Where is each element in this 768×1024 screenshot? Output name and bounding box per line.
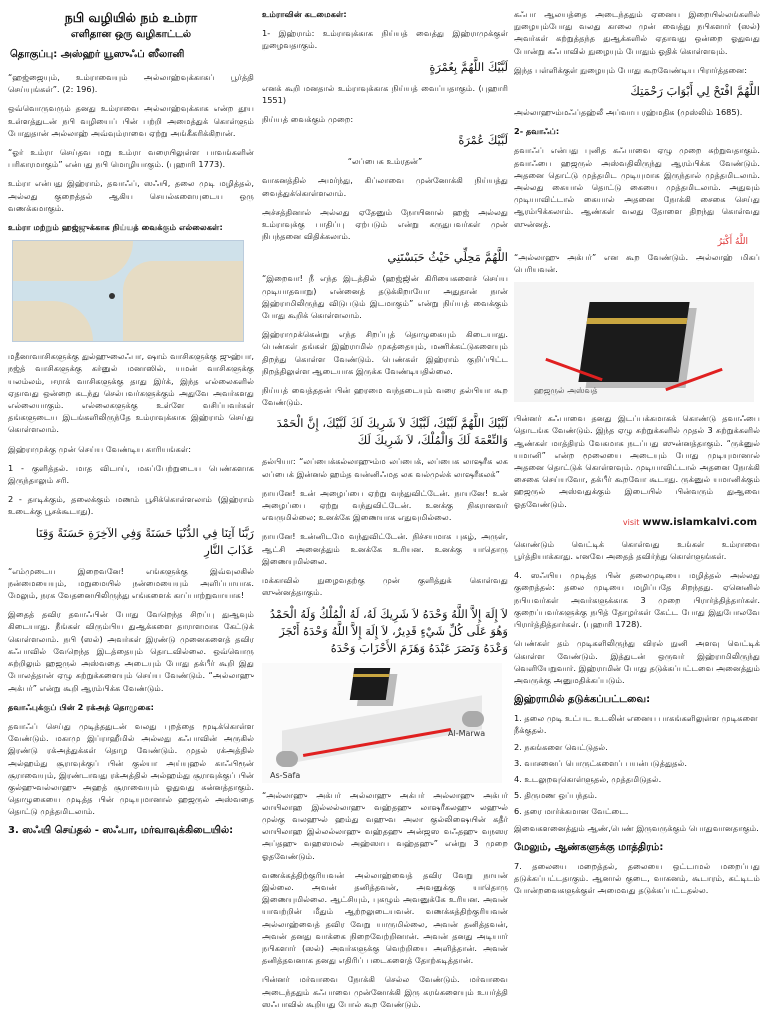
makkah-marker [109,293,115,299]
pre-ihram-item-1: 1 - குளித்தல். மாத விடாய், மகப்பேற்றுடைய பெண்களாக இருந்தாலும் சரி. [8,462,254,486]
hair-cut-note: கொண்டும் வெட்டிக் கொள்வது உங்கள் உம்ராவை பூர்த்தியாக்காது. எனவே அதைத் தவிர்ந்து கொள்ளுங்கள். [514,538,760,562]
pre-ihram-heading: இஹ்ராமுக்கு முன் செய்ய வேண்டிய காரியங்கள்: [8,443,192,454]
niyyah-label: நிய்யத் வைக்கும் முறை: [262,114,354,125]
prohibitions-heading: இஹ்ராமில் தடுக்கப்பட்டவை: [514,694,651,706]
entering-dua-transliteration: அல்லாஹும்மஃப்தஹ்லீ அப்வாப ரஹ்மதிக (முஸ்லிம் 1685). [514,107,743,118]
miqat-paragraph: மதீனாவாசிகளுக்கு துல்ஹுலைஃபா, ஷாம் வாசிகளுக்கு ஜுஹ்பா, நஜ்த் வாசிகளுக்கு கர்னுல் மனாஸில், யமன் வாசிகளுக்கு யலம்லம், ஈராக் வாசிகளுக்கு தாது இர்க், இந்த எல்லைகளில் ஏதாவது ஒன்றை கடந்து செல்பவர்களுக்கும் அதுவே அவர்களது எல்லையாகும். எல்லைகளுக்கு உள்ளே வசிப்பவர்கள் தங்களுடைய இடங்களிலிருந்தே உம்ராவுக்காக இஹ்ராம் செய்து கொள்ளலாம். [8,351,254,435]
niyyah-paragraph: எனக் கூறி மனதால் உம்ராவுக்காக நிய்யத் வைப்பதாகும். (புஹாரி 1551) [262,82,508,105]
tawaf-rounds-paragraph: பின்னர் கஃபாவை தனது இடப்பக்கமாகக் கொண்டு தவாஃபை தொடங்க வேண்டும். இந்த ஏழு சுற்றுக்களில் முதல் 3 சுற்றுக்களில் ஆண்கள் மாத்திரம் வேகமாக நடப்பது ஸுன்னத்தாகும். “ருக்னுல் யமானி” என்ற மூலையை அடையும் போது முடியுமானால் அதனை தொட்டுக் கொள்ளவும். முடியாவிட்டால் அதனை நோக்கி சைகை செய்யவோ, தக்பீர் கூறவோ கூடாது. ருக்னுல் யமானிக்கும் ஹஜருல் அஸ்வதுக்கும் இடையில் பின்வரும் துஆவை ஓதவேண்டும். [514,413,760,509]
tawaf-notes: இதைத் தவிர தவாஃபின் போது வேறெந்த சிறப்பு துஆவும் கிடையாது. நீங்கள் விரும்பிய துஆக்களை தாராளமாக கேட்டுக் கொள்ளலாம். நபி (ஸல்) அவர்கள் இரண்டு முனைகளைத் தவிர கஃபாவில் வேறெந்த இடத்தையும் தொடவில்லை. ஒவ்வொரு சுற்றிலும் ஹஜருல் அஸ்வதை அடையும் போது தக்பீர் கூறி இது போலத்தான் ஏழு சுற்றுக்களையும் செய்ய வேண்டும். “அல்லாஹு அக்பர்” என்று கூறி ஆரம்பிக்க வேண்டும். [8,609,254,693]
men-only-heading: மேலும், ஆண்களுக்கு மாத்திரம்: [514,841,664,853]
allahu-akbar-paragraph: “அல்லாஹு அக்பர்” என கூற வேண்டும். அல்லாஹ் மிகப் பெரியவன். [514,251,760,275]
safa-dhikr-transliteration: “அல்லாஹு அக்பர் அல்லாஹு அக்பர் அல்லாஹு அக்பர் லாயிலாஹ இல்லல்லாஹு வஹ்தஹு லாஷரீகலஹு லஹுல் முல்கு வலஹுல் ஹம்து வஹுவ அலா குல்லிஷையின் கதீர் லாயிலாஹ இல்லல்லாஹு வஹ்தஹு அன்ஜஸ வஃதஹு வநஸர அப்தஹு வஹஸமல் அஹ்ஸாப வஹ்தஹு” என்று 3 முறை ஓதவேண்டும். [262,789,508,861]
prohibitions-list [514,712,760,817]
pre-ihram-item-2: 2 - தாடிக்கும், தலைக்கும் மணம் பூசிக்கொள்ளலாம் (இஹ்ராம் உடைக்கு பூசக்கூடாது). [8,494,254,517]
page-subtitle: எளிதான ஒரு வழிகாட்டல் [70,29,192,40]
safa-label: As-Safa [270,770,301,780]
kaaba-icon [578,302,689,382]
page-title: நபி வழியில் நம் உம்ரா [64,10,198,25]
arabic-labbaik-umratan: لَبَّيْكَ عُمْرَةً [458,133,508,148]
two-rakat-heading: தவாஃபுக்குப் பின் 2 ரக்அத் தொழுகை: [8,701,154,712]
list-item: 3. வாசனைப் பொருட்களைப் பயன்படுத்துதல். [514,757,687,768]
talbiyah-transliteration: தல்பியா: “லப்பைக்கல்லாஹும்ம லப்பைக், லப்பைக லாஷரீக லக லப்பைக் இன்னல் ஹம்த வன்னிஃமத லக வல்முல்க் லாஷரீகலக்” [262,456,508,479]
website-url[interactable]: www.islamkalvi.com [642,516,757,528]
condition-translation: “இறைவா! நீ எந்த இடத்தில் (ஹஜ்ஜின் கிரியைகளைச் செய்ய முடியாதவாறு) என்னைத் தடுக்கிறாயோ அதுதான் நான் இஹ்ராமிலிருந்து விடுபடும் இடமாகும்” என்று நிய்யத் வைக்கும் போது கூறிக் கொள்ளலாம். [262,273,508,321]
quran-quote: “ஹஜ்ஜையும், உம்ராவையும் அல்லாஹ்வுக்காகப் பூர்த்தி செய்யுங்கள்”. (2: 196). [8,72,254,95]
list-item: 1. தலை முடி உட்பட உடலின் எனைய பாகங்களிலுள்ள முடிகளை நீக்குதல். [514,713,758,736]
marwa-label: Al-Marwa [448,728,486,738]
two-rakat-paragraph: தவாஃப் செய்து முடித்ததுடன் வலது புறத்தை மூடிக்கொள்ள வேண்டும். மகாமு இப்ராஹீமில் அல்லது கஃபாவின் அருகில் இரண்டு ரக்அத்துக்கள் தொழ வேண்டும். முதல் ரக்அத்தில் அல்ஹம்து சூராவுக்குப் பின் குல்யா அய்யுஹல் காஃபிரூன் சூராவையும், இரண்டாவது ரக்அத்தில் அல்ஹம்து சூராவுக்குப் பின் குல்ஹுவல்லாஹு அஹத் சூராவையும் ஓதுவது சுன்னத்தாகும். தொழுகையை முடித்த பின் முடியுமானால் ஹஜருல் அஸ்வதை தொட்டு முத்தமிடலாம். [8,720,254,817]
column-right [514,0,760,1024]
arabic-safa-dhikr: لاَ إِلَهَ إِلاَّ اللَّهُ وَحْدَهُ لاَ شَرِيكَ لَهُ، لَهُ الْمُلْكُ وَلَهُ الْحَمْدُ وَهُوَ عَلَى كُلِّ شَيْءٍ قَدِيرٌ، لاَ إِلَهَ إِلاَّ اللَّهُ وَحْدَهُ أَنْجَزَ وَعْدَهُ وَنَصَرَ عَبْدَهُ وَهَزَمَ الأَحْزَابَ وَحْدَهُ [269,606,508,655]
talbiyah-intro: நிய்யத் வைத்ததன் பின் ஹரமை வந்தடையும் வரை தல்பியா கூற வேண்டும். [262,385,508,408]
marwa-marker [462,711,484,727]
hadith-paragraph: “ஓர் உம்ரா செய்தவ மறு உம்ரா வரையிலுள்ள பாவங்களின் பரிகாரமாகும்” என்பது நபி மொழியாகும். (புஹாரி 1773). [8,147,254,170]
arabic-talbiyah: لَبَّيْكَ اللَّهُمَّ لَبَّيْكَ، لَبَّيْكَ لاَ شَرِيكَ لَكَ لَبَّيْكَ، إِنَّ الْحَمْدَ وَالنِّعْمَةَ لَكَ وَالْمُلْكَ، لاَ شَرِيكَ لَكَ [276,416,508,448]
shaving-paragraph: 4. ஸஃயிய முடித்த பின் தலைமுடியை மழித்தல் அல்லது குறைத்தல்: தலை முடியை மழிப்பதே சிறந்தது. ஏனெனில் நபியவர்கள் அவர்களுக்காக 3 முறை பிரார்த்தித்தார்கள். குறைப்பவர்களுக்கு நபித் தோழர்கள் கேட்ட போது இதுபோலவே பிரார்த்தித்தார்கள். (புஹாரி 1728). [514,570,760,630]
miqat-map [12,240,244,342]
map-caption: உம்ரா மற்றும் ஹஜ்ஜுக்காக நிய்யத் வைக்கும் எல்லைகள்: [8,222,223,233]
dua-translation: “எம்முடைய இறைவனே! எங்களுக்கு இவ்வுலகில் நன்மையையும், மறுமையில் நன்மையையும் அளிப்பாயாக. மேலும், நரக வேதனையிலிருந்து எங்களைக் காப்பாற்றுவாயாக! [8,565,254,601]
tawaf-heading: 2- தவாஃப்: [514,126,560,137]
ihram-item: 1- இஹ்ராம்: உம்ராவுக்காக நிய்யத் வைத்து இஹ்ராமுக்குள் நுழைவதாகும். [262,28,508,51]
labbaik-transliteration: “லப்பைக உம்ரதன்” [347,156,423,167]
marwa-paragraph: பின்னர் மர்வாவை நோக்கி செல்ல வேண்டும். மர்வாவை அடைந்ததும் கஃபாவை முன்னோக்கி இரு கரங்களையும் உயர்த்தி ஸஃபாவில் கூறியது போல் கூற வேண்டும். [262,974,508,1009]
arabic-entering-dua: اللَّهُمَّ افْتَحْ لِي أَبْوَابَ رَحْمَتِكَ [630,84,760,99]
entering-dua-label: இந்த பள்ளிக்குள் நுழையும் போது கூறவேண்டிய பிரார்த்தனை: [514,64,748,75]
website-link[interactable] [514,517,760,528]
head-cover-paragraph: 7. தலையை மறைத்தல், தலையை ஒட்டாமல் மறைப்பது தடுக்கப்பட்டதாகும். ஆனால் குடை, வாகனம், கூடாரம், கட்டிடம் போன்றவைகளுக்குள் அமைவது தடுக்கப்பட்டதல்ல. [514,860,760,896]
list-item: 2. நகங்களை வெட்டுதல். [514,741,608,752]
condition-paragraph: அச்சத்தினால் அல்லது ஏதேனும் நோயினால் ஹஜ் அல்லது உம்ராவுக்கு பாதிப்பு ஏற்படும் என்று கருதுபவர்கள் முன் நிபந்தனை விதிக்கலாம். [262,206,508,242]
map-land-east [123,261,243,341]
entering-masjid-paragraph: கஃபா ஆலயத்தை அடைந்ததும் ஏனைய இறையில்லங்களில் நுழையும்போது வலது காலை முன் வைத்து நபிகளார் (ஸல்) அவர்கள் கற்றுத்தந்த துஆக்களில் ஏதாவது ஒன்றை ஓதுவது போன்று கஃபாவில் நுழையும் போதும் ஓதிக் கொள்ளவும். [514,9,760,56]
map-land-west [13,301,93,341]
arabic-dua-rabbana: رَبَّنَا آتِنَا فِي الدُّنْيَا حَسَنَةً وَفِي الآخِرَةِ حَسَنَةً وَقِنَا عَذَابَ النَّارِ [35,525,254,557]
safa-marker [276,751,298,767]
makkah-bath-paragraph: மக்காவில் நுழைவதற்கு முன் குளித்துக் கொள்வது ஸுன்னத்தாகும். [262,575,508,598]
vehicle-paragraph: வாகனத்தில் அமர்ந்து, கிப்லாவை முன்னோக்கி நிய்யத்து வைத்துக்கொள்ளலாம். [262,175,508,198]
map-land-north [13,241,133,281]
tawaf-paragraph: தவாஃப் என்பது புனித கஃபாவை ஏழு முறை சுற்றுவதாகும். தவாஃபை ஹஜருல் அஸ்வதிலிருந்து ஆரம்பிக்க வேண்டும். அதனை தொட்டு முத்தமிட முடியுமாக இருந்தால் முத்தமிடலாம். அல்லது கையால் தொட்டு கையை முத்தமிடலாம். அதுவும் முடியாவிட்டால் கையால் அதனை நோக்கி சைகை செய்து ஆரம்பிக்கலாம். ஆண்கள் வலது தோளை திறந்து கொள்வது ஸுன்னத். [514,145,760,229]
umrah-definition: உம்ரா என்பது இஹ்ராம், தவாஃப், ஸஃயி, தலை முடி மழித்தல், அல்லது குறைத்தல் ஆகிய செயல்களையுடைய ஒரு வணக்கமாகும். [8,178,254,213]
safa-dhikr-translation: வணக்கத்திற்குரியவன் அல்லாஹ்வைத் தவிர வேறு நாயன் இல்லை. அவன் தனித்தவன், அவனுக்கு யாதொரு இணையுமில்லை. ஆட்சியும், புகழும் அவனுக்கே உரியன. அவன் யாவற்றின் மீதும் ஆற்றலுடையவன். வணக்கத்திற்குரியவன் அல்லாஹ்வைத் தவிர வேறு யாருமில்லை, அவன் தனித்தவன், அவன் தனது வாக்கை நிறைவேற்றினான். அவன் தனது அடியார் நபிகளார் (ஸல்) அவர்களுக்கு வெற்றியை அளித்தான். அவன் தனித்தவனாக தனது எதிரிப் படைகளைத் தோற்கடித்தான். [262,869,508,966]
umrah-duties-heading: உம்ராவின் கடமைகள்: [262,9,347,19]
talbiyah-translation-2: நாயனே! உன்னிடமே வந்துவிட்டேன். நிச்சயமாக புகழ், அருள், ஆட்சி அனைத்தும் உனக்கே உரியன. உனக்கு யாதொரு இணையுமில்லை. [262,531,508,566]
list-item: 6. தரை மார்க்கமான வேட்டை. [514,806,629,817]
arabic-labbaik-umrah: لَبَّيْكَ اللَّهُمَّ بِعُمْرَةٍ [429,59,508,74]
author-line: தொகுப்பு: அஸ்ஹர் யூஸுஃப் ஸீலானி [10,49,185,60]
safa-marwa-diagram [262,663,502,783]
women-hair-paragraph: பெண்கள் தம் முடிகளிலிருந்து விரல் நுனி அளவு வெட்டிக் கொள்ள வேண்டும். இத்துடன் ஒருவர் இஹ்ராமிலிருந்து வெளியேறுவார். இஹ்ராமின் போது தடுக்கப்பட்டவை அனைத்தும் அவருக்கு அனுமதிக்கப்படும். [514,638,760,685]
allahu-akbar-arabic: اللَّهُ أَكْبَرُ [717,236,748,247]
talbiyah-translation-1: நாயனே! உன் அழைப்பை ஏற்று வந்துவிட்டேன். நாயனே! உன் அழைப்பை ஏற்று வந்துவிட்டேன். உனக்கு நிகரானவர் எவருமில்லை; உனக்கே இணையாக எதுவுமில்லை. [262,487,508,523]
prohibitions-common-note: இவைகளனைத்தும் ஆண்,பெண் இருவருக்கும் பொதுவானதாகும். [514,822,759,833]
kaaba-illustration [514,282,754,402]
column-left [8,0,254,1024]
black-stone-label: ஹஜருல் அஸ்வத் [534,386,598,396]
list-item: 5. திருமண ஒப்பந்தம். [514,790,598,801]
say-heading: 3. ஸஃயி செய்தல் - ஸஃபா, மர்வாவுக்கிடையில்: [8,824,234,836]
arabic-condition-dua: اللَّهُمَّ مَحِلِّي حَيْثُ حَبَسْتَنِي [387,250,508,265]
intro-paragraph: ஒவ்வொருவரும் தனது உம்ராவை அல்லாஹ்வுக்காக என்ற தூய உள்ளத்துடன் நபி வழியைப் பின் பற்றி அமைத்துக் கொள்ளும் போதுதான் அல்லாஹ் அவ்வும்ராவை ஏற்று அங்கீகரிக்கிறான். [8,103,254,138]
list-item: 4. உடலுறவுகொள்ளுதல், முத்தமிடுதல். [514,773,662,784]
kaaba-small-icon [350,668,390,700]
column-middle [262,0,508,1024]
women-ihram-paragraph: இஹ்ராமுக்கென்று எந்த சிறப்புத் தொழுகையும் கிடையாது. பெண்கள் தங்கள் இஹ்ராமில் முகத்தையும், மணிக்கட்டுகளையும் திறந்து கொள்ள வேண்டும். பெண்கள் இஹ்ராம் குறிப்பிட்ட நிறத்திலுள்ள ஆடையாக இருக்க வேண்டியதில்லை. [262,329,508,376]
visit-label: visit [622,517,640,527]
